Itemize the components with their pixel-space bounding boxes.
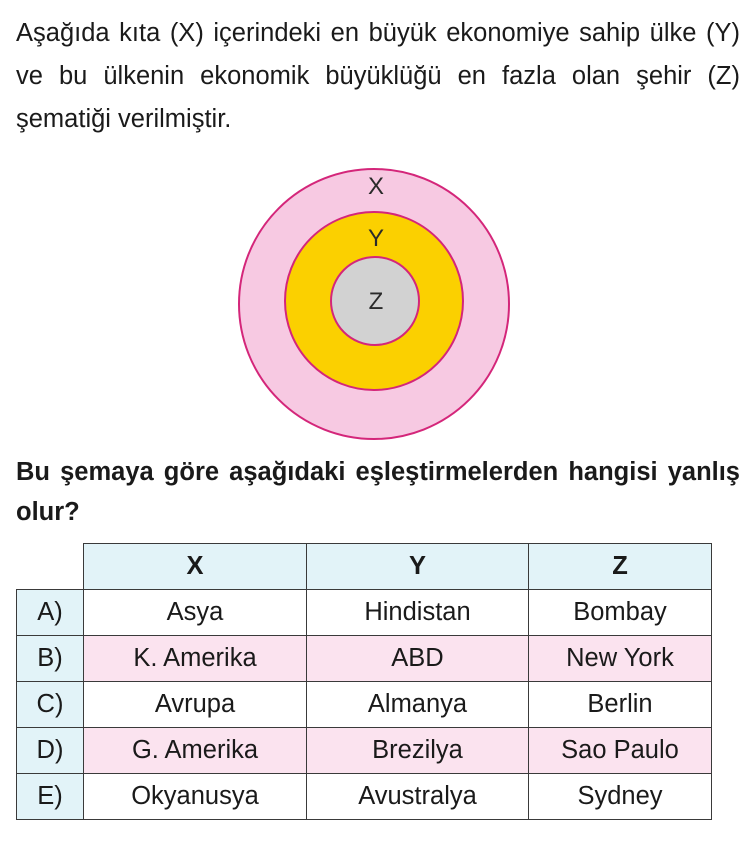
option-y-cell: Brezilya <box>307 728 529 774</box>
option-x-cell: K. Amerika <box>84 636 307 682</box>
option-y-cell: Avustralya <box>307 774 529 820</box>
nested-circle-diagram <box>236 166 512 442</box>
table-header-row <box>17 544 712 590</box>
middle-label: Y <box>367 225 385 252</box>
outer-label: X <box>367 173 385 200</box>
option-letter: D) <box>17 728 84 774</box>
option-z-cell: New York <box>529 636 712 682</box>
option-y-cell: Hindistan <box>307 590 529 636</box>
option-row-c[interactable] <box>17 682 712 728</box>
inner-label: Z <box>368 288 384 315</box>
header-y: Y <box>307 544 529 590</box>
option-z-cell: Berlin <box>529 682 712 728</box>
option-letter: A) <box>17 590 84 636</box>
option-x-cell: Asya <box>84 590 307 636</box>
option-row-d[interactable] <box>17 728 712 774</box>
options-table <box>16 543 712 820</box>
option-row-b[interactable] <box>17 636 712 682</box>
option-letter: C) <box>17 682 84 728</box>
option-z-cell: Bombay <box>529 590 712 636</box>
option-row-a[interactable] <box>17 590 712 636</box>
option-row-e[interactable] <box>17 774 712 820</box>
option-z-cell: Sydney <box>529 774 712 820</box>
question-text: Bu şemaya göre aşağıdaki eşleştirmelerden hangisi yanlış olur? <box>16 458 740 526</box>
option-z-cell: Sao Paulo <box>529 728 712 774</box>
header-z: Z <box>529 544 712 590</box>
header-x: X <box>84 544 307 590</box>
option-letter: B) <box>17 636 84 682</box>
option-y-cell: ABD <box>307 636 529 682</box>
option-x-cell: Avrupa <box>84 682 307 728</box>
intro-paragraph: Aşağıda kıta (X) içerindeki en büyük ekonomiye sahip ülke (Y) ve bu ülkenin ekonomik büyüklüğü en fazla olan şehir (Z) şematiği verilmiştir. <box>16 19 740 133</box>
option-x-cell: Okyanusya <box>84 774 307 820</box>
header-blank-cell <box>17 544 84 590</box>
option-letter: E) <box>17 774 84 820</box>
option-x-cell: G. Amerika <box>84 728 307 774</box>
option-y-cell: Almanya <box>307 682 529 728</box>
